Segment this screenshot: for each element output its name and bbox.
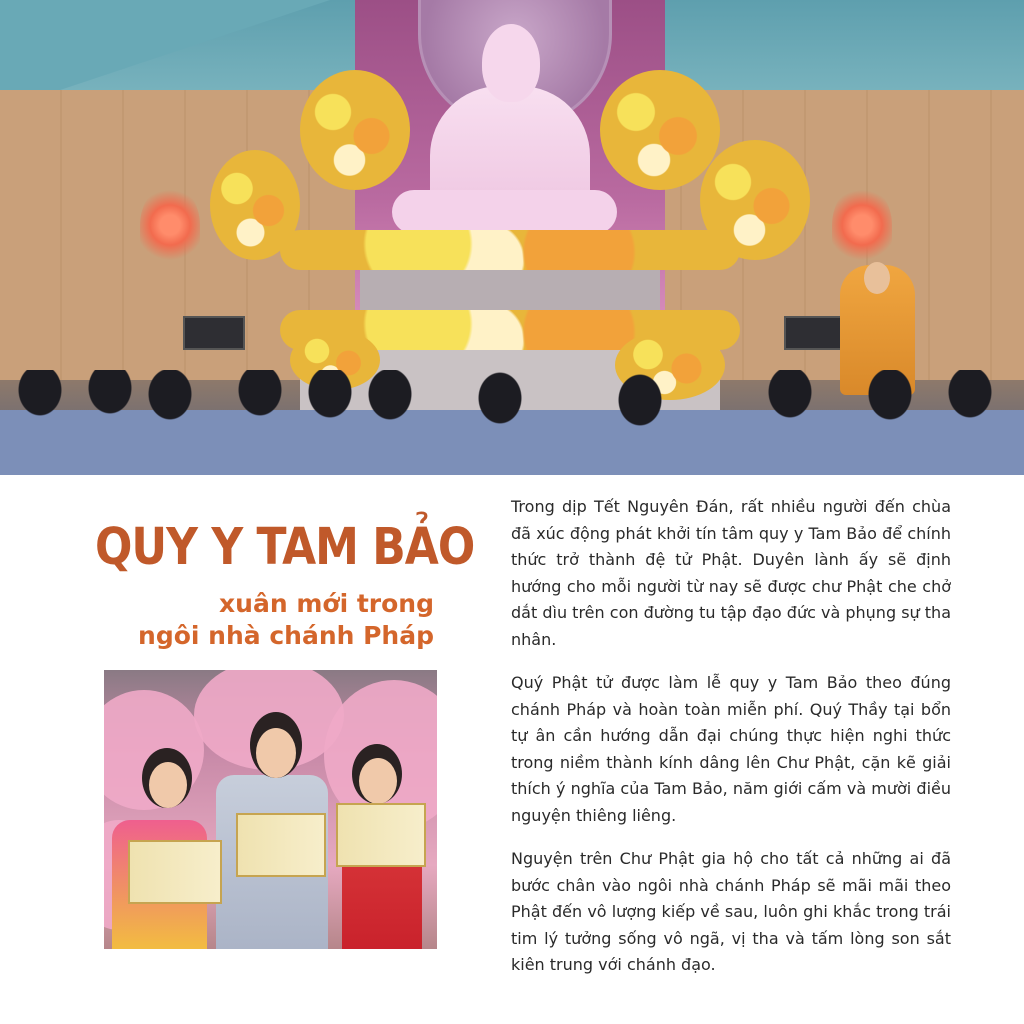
lotus-lamp	[832, 185, 892, 265]
certificate	[236, 813, 326, 877]
article-title: QUY Y TAM BẢO	[95, 518, 475, 577]
speaker	[183, 316, 245, 350]
flower-arrangement	[280, 230, 740, 270]
article-body	[511, 494, 951, 996]
article-subtitle	[138, 588, 434, 652]
flower-arrangement	[600, 70, 720, 190]
paragraph: Trong dịp Tết Nguyên Đán, rất nhiều người đến chùa đã xúc động phát khởi tín tâm quy y Tam Bảo để chính thức trở thành đệ tử Phật. Duyên lành ấy sẽ định hướng cho mỗi người từ nay sẽ được chư Phật che chở dắt dìu trên con đường tu tập đạo đức và phụng sự tha nhân.	[511, 497, 951, 649]
certificate	[336, 803, 426, 867]
flower-arrangement	[300, 70, 410, 190]
buddha-statue-head	[482, 24, 540, 102]
hero-photo	[0, 0, 1024, 475]
speaker	[784, 316, 846, 350]
subtitle-line-2: ngôi nhà chánh Pháp	[138, 621, 434, 650]
subtitle-line-1: xuân mới trong	[219, 589, 434, 618]
certificate-photo	[104, 670, 437, 949]
paragraph: Nguyện trên Chư Phật gia hộ cho tất cả những ai đã bước chân vào ngôi nhà chánh Pháp sẽ mãi mãi theo Phật đến vô lượng kiếp về sau, luôn ghi khắc trong trái tim lý tưởng sống vô ngã, vị tha và tấm lòng son sắt kiên trung với chánh đạo.	[511, 849, 951, 974]
lotus-lamp	[140, 185, 200, 265]
paragraph: Quý Phật tử được làm lễ quy y Tam Bảo theo đúng chánh Pháp và hoàn toàn miễn phí. Quý Thầy tại bổn tự ân cần hướng dẫn đại chúng thực hiện nghi thức trong niềm thành kính dâng lên Chư Phật, cặn kẽ giải thích ý nghĩa của Tam Bảo, năm giới cấm và mười điều nguyện thiêng liêng.	[511, 673, 951, 825]
certificate	[128, 840, 222, 904]
congregation	[0, 370, 1024, 475]
